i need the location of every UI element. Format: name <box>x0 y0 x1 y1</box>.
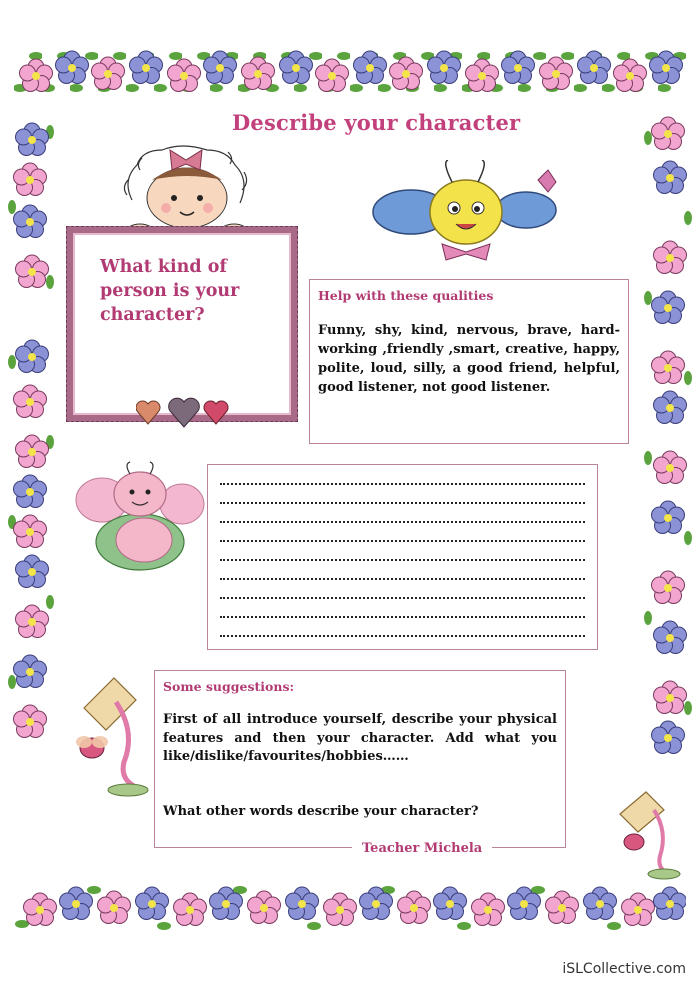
writing-line <box>220 521 585 523</box>
suggestions-heading: Some suggestions: <box>163 679 295 694</box>
qualities-list: Funny, shy, kind, nervous, brave, hard-working ,friendly ,smart, creative, happy, polite, loud, silly, a good friend, helpful, good listener, not good listener. <box>318 323 620 395</box>
writing-line <box>220 559 585 561</box>
writing-line <box>220 597 585 599</box>
suggestions-paragraph-2: What other words describe your character? <box>163 804 479 819</box>
girl-character-icon <box>112 140 262 240</box>
writing-line <box>220 635 585 637</box>
site-watermark: iSLCollective.com <box>562 961 686 977</box>
writing-line <box>220 578 585 580</box>
writing-line <box>220 540 585 542</box>
writing-lines-box[interactable] <box>207 464 598 650</box>
caterpillar-character-icon <box>74 460 206 580</box>
writing-line <box>220 502 585 504</box>
sign-question: What kind of person is your character? <box>100 257 240 325</box>
page-title: Describe your character <box>232 110 521 135</box>
right-flower-border <box>640 108 696 768</box>
lamp-character-icon <box>70 672 156 800</box>
left-flower-border <box>4 112 60 752</box>
top-flower-border <box>14 44 686 100</box>
writing-line <box>220 483 585 485</box>
lamp-character-icon <box>612 784 688 880</box>
teacher-signature: Teacher Michela <box>352 841 492 856</box>
suggestions-paragraph-1: First of all introduce yourself, describe your physical features and then your character. Add what you like/dislike/favourites/hobbies…… <box>163 712 557 764</box>
bee-character-icon <box>366 160 566 270</box>
bottom-flower-border <box>14 878 686 936</box>
writing-line <box>220 616 585 618</box>
hearts-icon <box>136 394 232 428</box>
qualities-heading: Help with these qualities <box>318 288 494 303</box>
